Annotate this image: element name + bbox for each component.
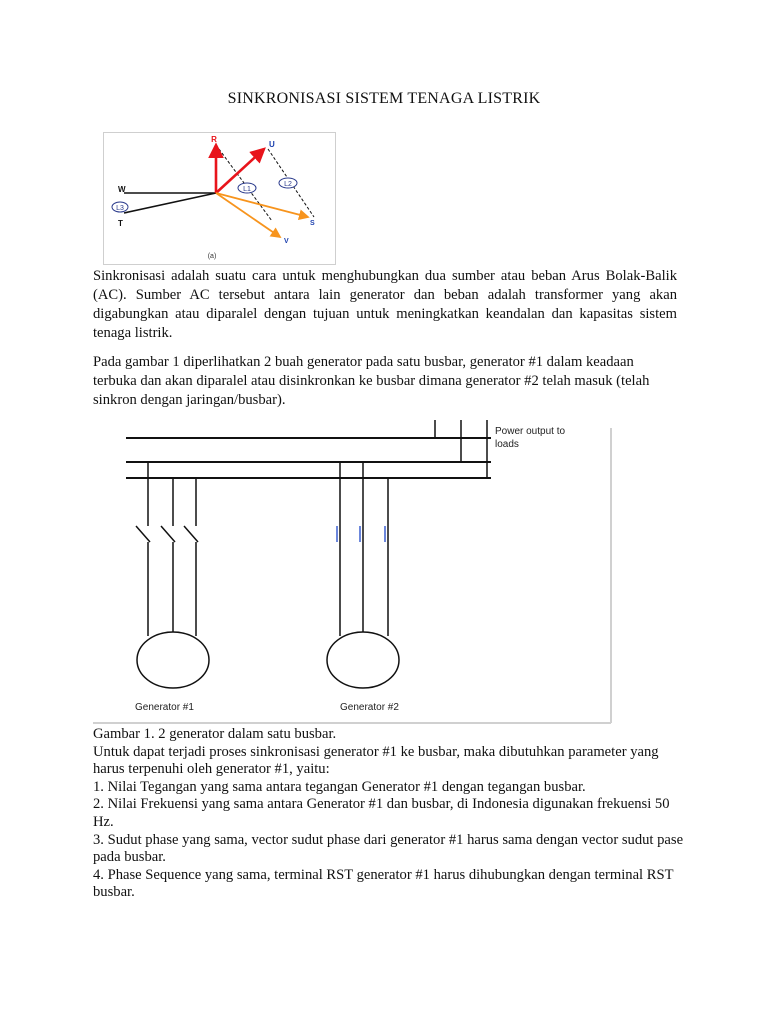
- generator-2-symbol: [327, 632, 399, 688]
- l2-label: L2: [284, 181, 292, 188]
- power-output-label-2: loads: [495, 439, 519, 450]
- requirement-item-3: 3. Sudut phase yang sama, vector sudut phase dari generator #1 harus sama dengan vector sudut pase pada busbar.: [93, 831, 684, 866]
- label-r: R: [211, 135, 217, 144]
- label-t: T: [118, 219, 123, 228]
- l3-label: L3: [116, 205, 124, 212]
- requirement-item-4: 4. Phase Sequence yang sama, terminal RST generator #1 harus dihubungkan dengan terminal RST busbar.: [93, 866, 674, 901]
- requirements-block: [93, 726, 693, 902]
- label-v: V: [284, 238, 289, 245]
- power-output-label: Power output to: [495, 426, 566, 437]
- paragraph-1: Sinkronisasi adalah suatu cara untuk menghubungkan dua sumber atau beban Arus Bolak-Balik (AC). Sumber AC tersebut antara lain generator dan beban adalah transformer yang akan digabungkan atau diparalel dengan tujuan untuk meningkatkan keandalan dan kapasitas sistem tenaga listrik.: [93, 268, 677, 341]
- phasor-v: [216, 193, 280, 237]
- generator-1-label: Generator #1: [135, 702, 194, 713]
- requirement-item-1: 1. Nilai Tegangan yang sama antara tegangan Generator #1 dengan tegangan busbar.: [93, 778, 586, 795]
- gen1-switch-1: [136, 526, 150, 542]
- phasor-s: [216, 193, 308, 217]
- page-title: SINKRONISASI SISTEM TENAGA LISTRIK: [227, 90, 541, 107]
- label-w: W: [118, 185, 126, 194]
- phasor-diagram-svg: [104, 133, 335, 264]
- phasor-t: [124, 193, 216, 213]
- requirement-item-2: 2. Nilai Frekuensi yang sama antara Generator #1 dan busbar, di Indonesia digunakan frekuensi 50 Hz.: [93, 796, 670, 830]
- generator-2-label: Generator #2: [340, 702, 399, 713]
- label-u: U: [269, 140, 275, 149]
- figure-caption: Gambar 1. 2 generator dalam satu busbar.: [93, 726, 337, 742]
- gen1-switch-3: [184, 526, 198, 542]
- label-s: S: [310, 220, 315, 227]
- intro-text: Untuk dapat terjadi proses sinkronisasi generator #1 ke busbar, maka dibutuhkan parameter yang harus terpenuhi oleh generator #1, yaitu:: [93, 743, 659, 778]
- l1-label: L1: [243, 186, 251, 193]
- busbar-diagram-svg: [93, 420, 615, 725]
- figure-caption-a: (a): [207, 253, 217, 260]
- phasor-diagram: [103, 132, 336, 265]
- busbar-diagram: [93, 420, 615, 725]
- generator-1-symbol: [137, 632, 209, 688]
- paragraph-2: Pada gambar 1 diperlihatkan 2 buah generator pada satu busbar, generator #1 dalam keadaan terbuka dan akan diparalel atau disinkronkan ke busbar dimana generator #2 telah masuk (telah sinkron dengan jaringan/busbar).: [93, 354, 650, 408]
- gen1-switch-2: [161, 526, 175, 542]
